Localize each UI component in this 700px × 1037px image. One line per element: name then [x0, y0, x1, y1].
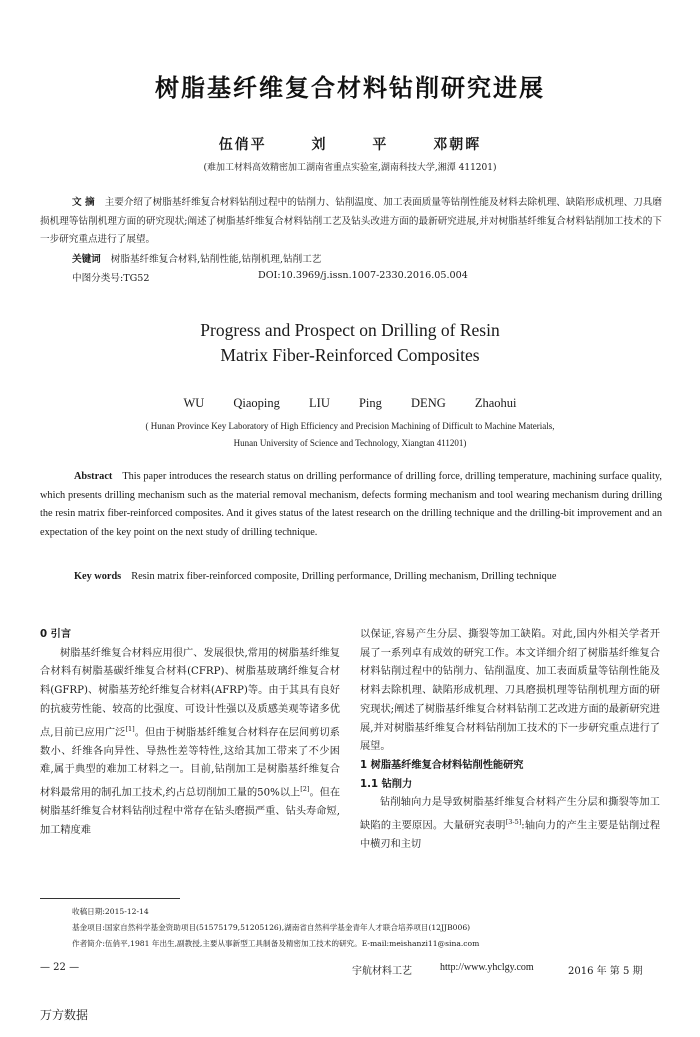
journal-url: http://www.yhclgy.com: [440, 962, 534, 973]
citation-1: [1]: [125, 724, 135, 733]
sec11-text-2: :轴向力的产生主要是钻削过程中横刃和主切: [360, 820, 661, 851]
authors-english: WU Qiaoping LIU Ping DENG Zhaohui: [183, 396, 517, 410]
issue-info: 2016 年 第 5 期: [568, 966, 643, 977]
intro-heading: 0 引言: [40, 629, 72, 640]
affil-en-line1: ( Hunan Province Key Laboratory of High Efficiency and Precision Machining of Difficult to Machine Materials,: [145, 421, 555, 431]
intro-paragraph: [40, 645, 340, 841]
doi: DOI:10.3969/j.issn.1007-2330.2016.05.004: [258, 270, 468, 281]
footnote-divider: [40, 898, 180, 899]
watermark: 万方数据: [40, 1008, 89, 1022]
page-number: — 22 —: [40, 962, 80, 973]
citation-3: [3-5]: [505, 818, 522, 827]
footnote-fund: 基金项目:国家自然科学基金资助项目(51575179,51205126),湖南省自然科学基金青年人才联合培养项目(12JJB006): [72, 923, 471, 932]
abstract-en-label: Abstract: [74, 471, 113, 482]
citation-2: [2]: [300, 785, 310, 794]
sec11-text-1: 钻削轴向力是导致树脂基纤维复合材料产生分层和撕裂等加工缺陷的主要原因。大量研究表明: [360, 797, 660, 832]
affil-en-line2: Hunan University of Science and Technology, Xiangtan 411201): [233, 438, 467, 448]
section-1-1-heading: 1.1 钻削力: [360, 778, 413, 790]
body-column-left: [40, 626, 340, 841]
keywords-english: [40, 568, 662, 586]
abstract-cn-text: 主要介绍了树脂基纤维复合材料钻削过程中的钻削力、钻削温度、加工表面质量等钻削性能及材料去除机理、缺陷形成机理、刀具磨损机理等钻削机理方面的研究现状;阐述了树脂基纤维复合材料钻削工艺及钻头改进方面的最新研究进展,并对树脂基纤维复合材料钻削加工技术的下一步研究重点进行了展望。: [40, 197, 663, 245]
section-1-1-paragraph: [360, 794, 660, 855]
affiliation-english: [0, 418, 700, 452]
title-en-line1: Progress and Prospect on Drilling of Resin: [200, 320, 500, 340]
intro-text-2: 。但由于树脂基纤维复合材料存在层间剪切系数小、纤维各向异性、导热性差等特性,这给其加工带来了不少困难,属于典型的难加工材料之一。目前,钻削加工是树脂基纤维复合材料最常用的制孔加工技术,约占总切削加工量的50%以上: [40, 726, 340, 799]
abstract-chinese: [40, 194, 662, 250]
intro-text-3: 。但在树脂基纤维复合材料钻削过程中常存在钻头磨损严重、钻头寿命短,加工精度难: [40, 787, 341, 836]
affiliation-chinese: (难加工材料高效精密加工湖南省重点实验室,湖南科技大学,湘潭 411201): [203, 163, 497, 173]
keywords-cn-text: 树脂基纤维复合材料,钻削性能,钻削机理,钻削工艺: [110, 254, 322, 265]
classification-number: 中图分类号:TG52: [72, 273, 150, 284]
footnotes: [72, 904, 672, 952]
title-chinese: 树脂基纤维复合材料钻削研究进展: [155, 74, 545, 102]
title-en-line2: Matrix Fiber-Reinforced Composites: [220, 345, 480, 365]
abstract-cn-label: 文 摘: [72, 197, 95, 208]
section-1-heading: 1 树脂基纤维复合材料钻削性能研究: [360, 759, 524, 771]
title-english: [0, 318, 700, 368]
keywords-en-text: Resin matrix fiber-reinforced composite, Drilling performance, Drilling mechanism, Drilling technique: [131, 571, 557, 582]
keywords-en-label: Key words: [74, 571, 122, 582]
footnote-received: 收稿日期:2015-12-14: [72, 907, 149, 916]
authors-chinese: 伍俏平 刘 平 邓朝晖: [218, 137, 482, 153]
journal-name: 宇航材料工艺: [352, 966, 412, 977]
keywords-chinese: [72, 251, 321, 265]
intro-text-1: 树脂基纤维复合材料应用很广、发展很快,常用的树脂基纤维复合材料有树脂基碳纤维复合材料(CFRP)、树脂基玻璃纤维复合材料(GFRP)、树脂基芳纶纤维复合材料(AFRP)等。由于其具有良好的抗疲劳性能、较高的比强度、可设计性强以及质感美观等诸多优点,目前已应用广泛: [40, 647, 340, 738]
intro-continued: 以保证,容易产生分层、撕裂等加工缺陷。对此,国内外相关学者开展了一系列卓有成效的研究工作。本文详细介绍了树脂基纤维复合材料钻削过程中的钻削力、钻削温度、加工表面质量等钻削性能及材料去除机理、缺陷形成机理、刀具磨损机理等钻削机理方面的研究现状;阐述了树脂基纤维复合材料钻削工艺改进方面的最新研究进展,并对树脂基纤维复合材料钻削加工技术的下一步研究重点进行了展望。: [360, 629, 660, 753]
keywords-cn-label: 关键词: [72, 254, 101, 265]
abstract-en-text: This paper introduces the research status on drilling performance of drilling force, drilling temperature, machining surface quality, which presents drilling mechanism such as the material removal mechanism, defects forming mechanism and tool wearing mechanism during drilling the resin matrix fiber-reinforced composites. And it gives status of the latest research on the drilling technique and the drilling-bit improvement and an expectation of the key point on the next study of drilling technique.: [40, 471, 662, 538]
abstract-english: [40, 468, 662, 542]
body-column-right: [360, 626, 660, 855]
footnote-author: 作者简介:伍俏平,1981 年出生,副教授,主要从事新型工具制备及精密加工技术的研究。E-mail:meishanzi11@sina.com: [72, 939, 480, 948]
